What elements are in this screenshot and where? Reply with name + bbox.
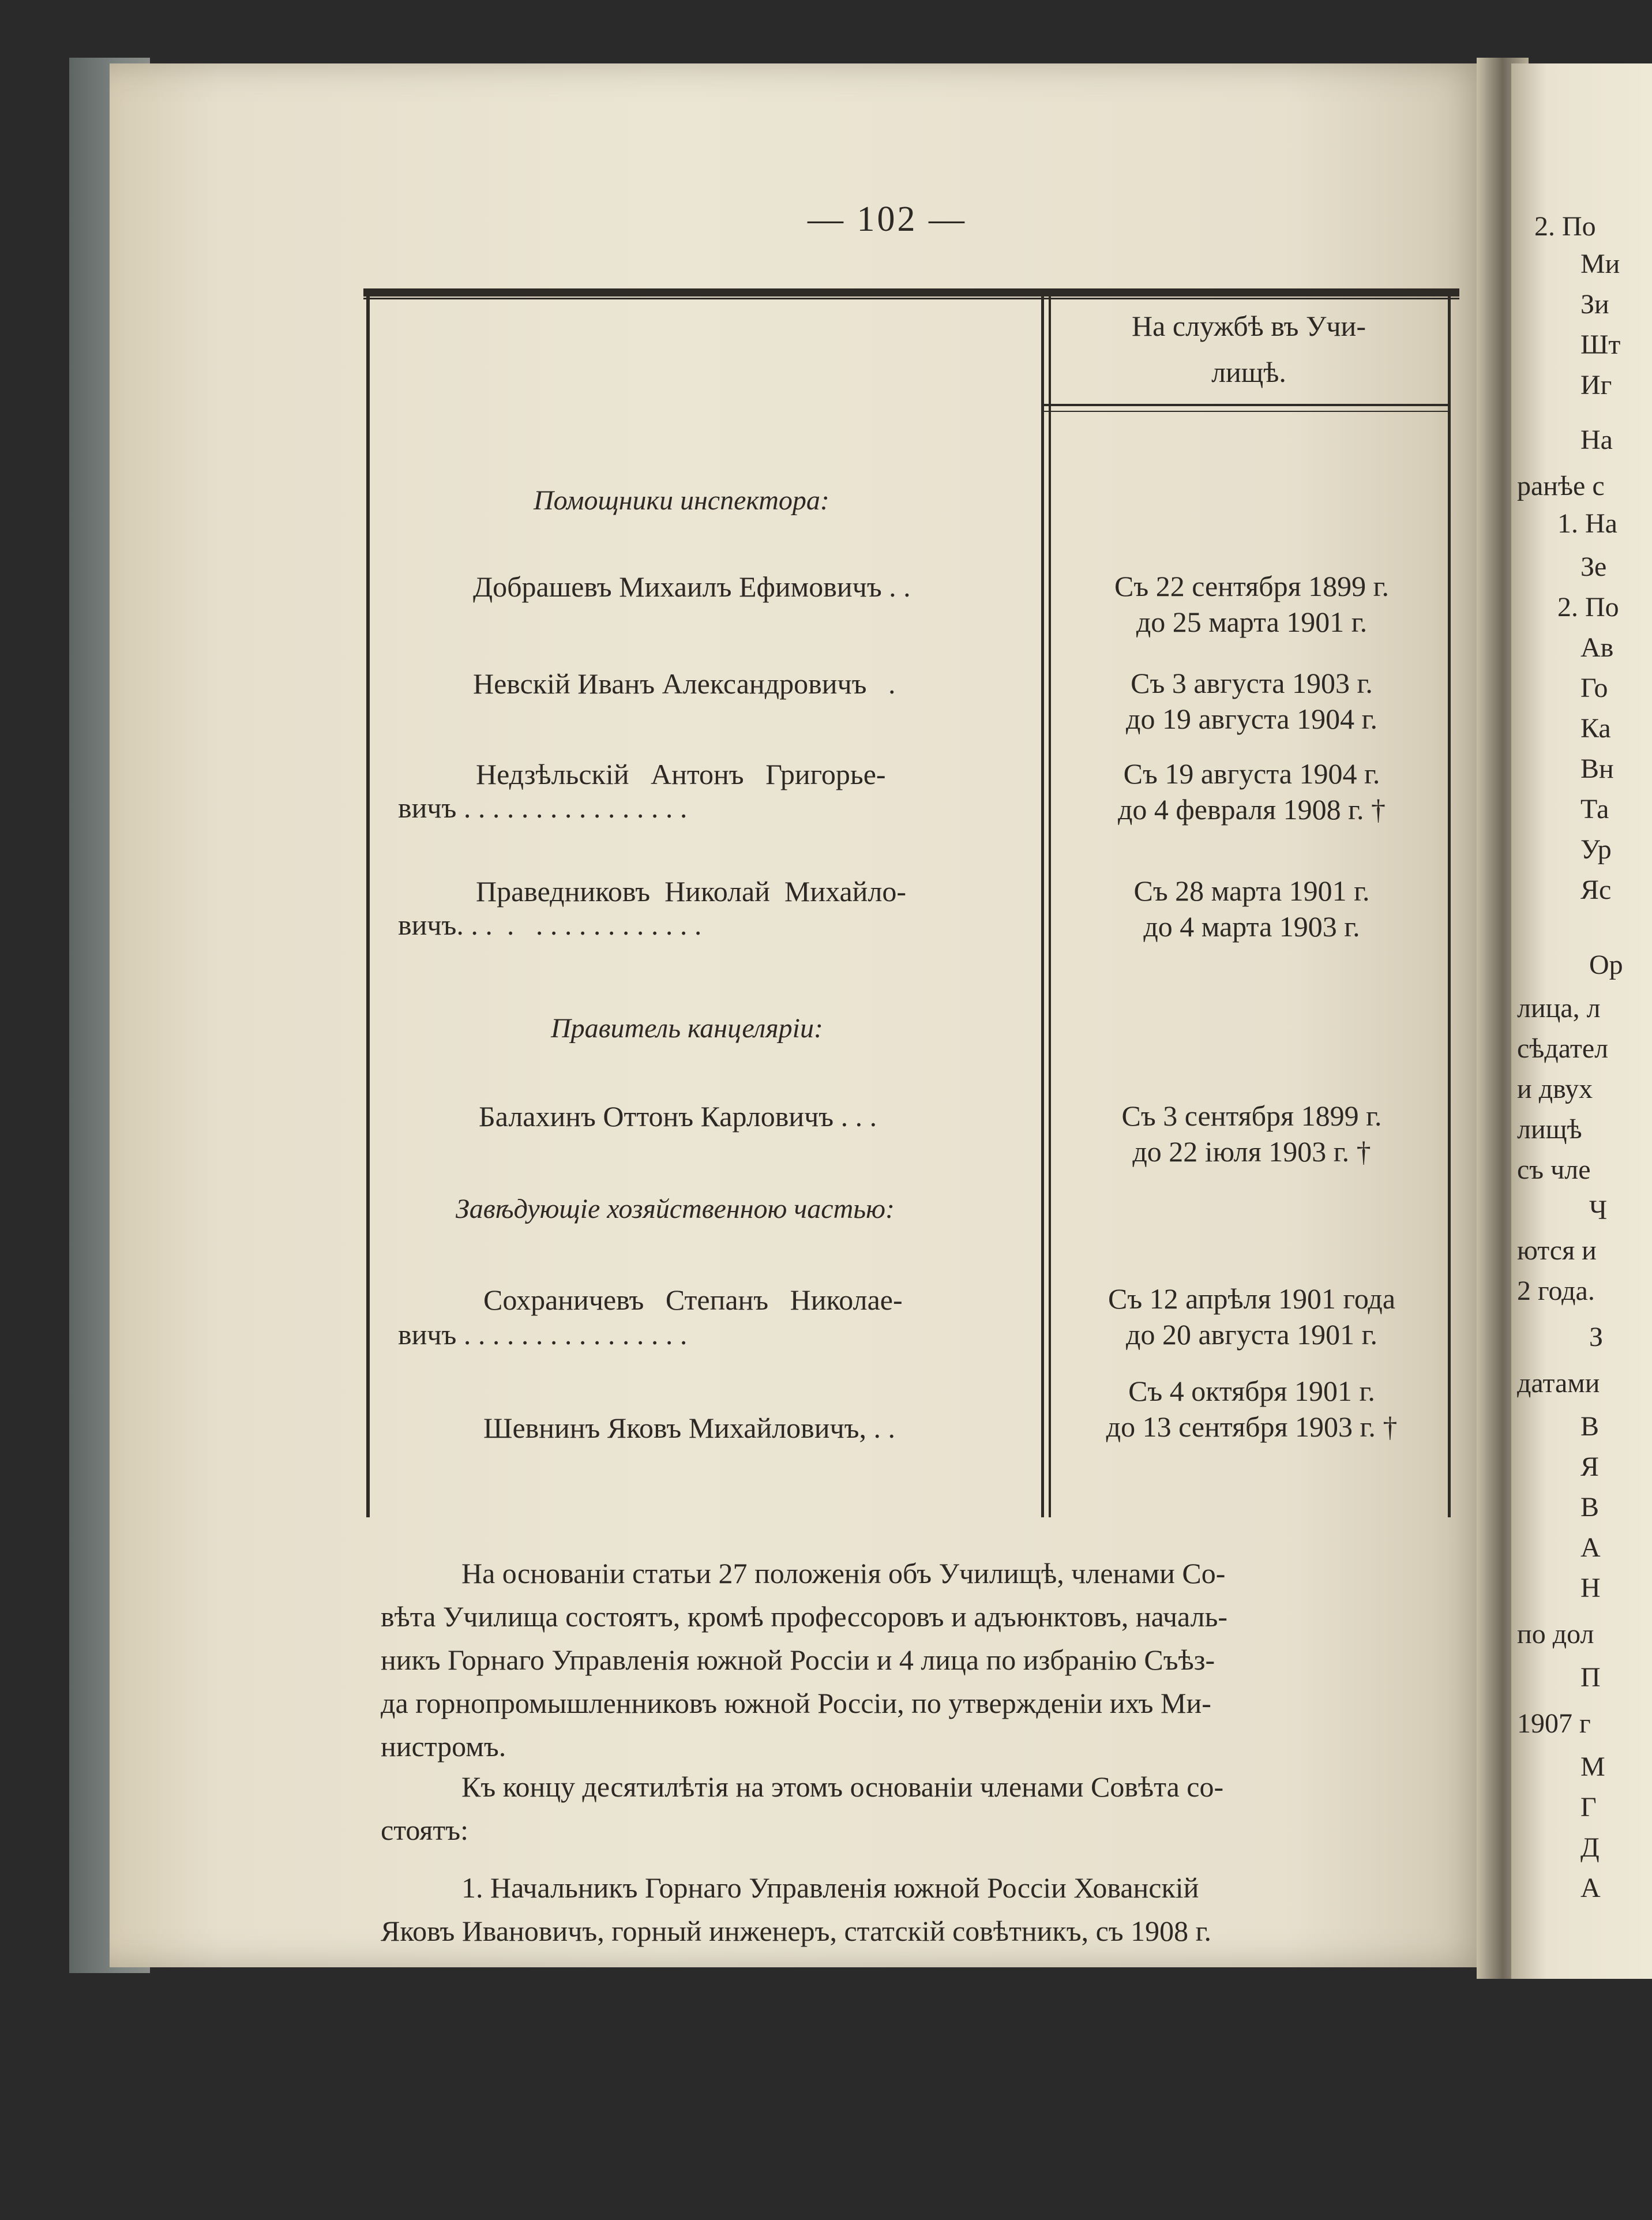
column-header-line: лищѣ. [1211, 356, 1286, 388]
right-page-text-fragment: 2 года. [1517, 1276, 1595, 1306]
right-page-text-fragment: по дол [1517, 1619, 1594, 1649]
right-page-text-fragment: Г [1580, 1792, 1597, 1822]
person-name: Невскій Иванъ Александровичъ . [473, 667, 896, 700]
table-left-border [366, 288, 370, 1517]
right-page-text-fragment: В [1580, 1492, 1600, 1522]
service-dates [1056, 756, 1448, 827]
date-to: до 4 марта 1903 г. [1143, 910, 1360, 943]
right-page-text-fragment: Шт [1580, 329, 1621, 360]
date-from: Съ 28 марта 1901 г. [1133, 875, 1370, 907]
paragraph [381, 1866, 1482, 1953]
right-page-text-fragment: П [1580, 1662, 1601, 1693]
column-header [1056, 303, 1442, 395]
right-page-text-fragment: Ав [1580, 632, 1614, 663]
date-from: Съ 3 августа 1903 г. [1131, 667, 1373, 699]
right-page-text-fragment: Ка [1580, 713, 1611, 744]
header-rule [1044, 404, 1448, 406]
section-title: Помощники инспектора: [534, 485, 829, 516]
person-name: Сохраничевъ Степанъ Николае- [483, 1284, 903, 1316]
right-page-text-fragment: Ур [1580, 834, 1612, 865]
person-name: Недзѣльскій Антонъ Григорье- [476, 758, 886, 790]
right-page [1511, 63, 1652, 1979]
service-dates [1056, 665, 1448, 737]
right-page-text-fragment: З [1589, 1322, 1604, 1352]
person-name: Шевнинъ Яковъ Михайловичъ, . . [483, 1412, 896, 1444]
right-page-text-fragment: съ чле [1517, 1154, 1591, 1185]
right-page-text-fragment: Д [1580, 1832, 1600, 1863]
header-rule-thin [1044, 411, 1448, 412]
section-title: Правитель канцеляріи: [551, 1013, 823, 1044]
date-to: до 4 февраля 1908 г. † [1117, 793, 1386, 826]
page-number: — 102 — [808, 200, 967, 239]
paragraph [381, 1765, 1482, 1852]
right-page-text-fragment: датами [1517, 1368, 1600, 1398]
table-top-rule [363, 288, 1459, 297]
date-from: Съ 4 октября 1901 г. [1128, 1375, 1375, 1407]
right-page-text-fragment: лица, л [1517, 993, 1601, 1023]
service-dates [1056, 1098, 1448, 1169]
right-page-text-fragment: ются и [1517, 1235, 1597, 1266]
date-from: Съ 22 сентября 1899 г. [1114, 570, 1389, 602]
date-to: до 22 іюля 1903 г. † [1132, 1135, 1371, 1168]
right-page-text-fragment: Н [1580, 1573, 1601, 1603]
right-page-text-fragment: лищѣ [1517, 1114, 1582, 1145]
right-page-text-fragment: 1. На [1557, 508, 1617, 539]
service-dates [1056, 1281, 1448, 1352]
person-name: Праведниковъ Николай Михайло- [476, 875, 907, 907]
right-page-text-fragment: Зи [1580, 289, 1609, 320]
right-page-text-fragment: Яс [1580, 875, 1612, 905]
person-name-continuation: вичъ . . . . . . . . . . . . . . . . [398, 1318, 688, 1351]
paragraph-line: стоятъ: [381, 1814, 469, 1846]
right-page-text-fragment: ранѣе с [1517, 471, 1605, 501]
column-header-line: На службѣ въ Учи- [1132, 310, 1366, 342]
right-page-text-fragment: На [1580, 425, 1613, 455]
table-right-border [1448, 288, 1451, 1517]
right-page-text-fragment: М [1580, 1752, 1605, 1782]
section-title: Завѣдующіе хозяйственною частью: [456, 1194, 895, 1224]
table-column-divider-thin [1049, 288, 1051, 1517]
right-page-text-fragment: 2. По [1557, 592, 1619, 622]
right-page-text-fragment: Ор [1589, 950, 1623, 980]
date-to: до 25 марта 1901 г. [1136, 606, 1368, 638]
date-from: Съ 3 сентября 1899 г. [1121, 1100, 1382, 1132]
paragraph-line: вѣта Училища состоятъ, кромѣ профессоровъ и адъюнктовъ, началь- [381, 1600, 1228, 1633]
right-page-text-fragment: сѣдател [1517, 1033, 1609, 1064]
right-page-text-fragment: Го [1580, 673, 1608, 703]
paragraph-line: На основаніи статьи 27 положенія объ Училищѣ, членами Со- [461, 1557, 1226, 1589]
right-page-text-fragment: Та [1580, 794, 1609, 824]
service-dates [1056, 568, 1448, 640]
date-from: Съ 12 апрѣля 1901 года [1107, 1282, 1396, 1315]
paragraph-line: да горнопромышленниковъ южной Россіи, по утвержденіи ихъ Ми- [381, 1687, 1211, 1719]
paragraph-line: Къ концу десятилѣтія на этомъ основаніи членами Совѣта со- [461, 1771, 1224, 1803]
date-to: до 20 августа 1901 г. [1126, 1318, 1377, 1351]
person-name-continuation: вичъ. . . . . . . . . . . . . . . . [398, 909, 702, 941]
date-from: Съ 19 августа 1904 г. [1123, 757, 1380, 790]
table-top-rule-thin [363, 298, 1459, 299]
paragraph-line: никъ Горнаго Управленія южной Россіи и 4 лица по избранію Съѣз- [381, 1644, 1215, 1676]
right-page-text-fragment: А [1580, 1532, 1601, 1563]
right-page-text-fragment: А [1580, 1873, 1601, 1903]
right-page-text-fragment: и двух [1517, 1074, 1593, 1104]
right-page-text-fragment: 1907 г [1517, 1708, 1591, 1739]
paragraph-line: Яковъ Ивановичъ, горный инженеръ, статскій совѣтникъ, съ 1908 г. [381, 1915, 1211, 1947]
right-page-text-fragment: Ч [1589, 1195, 1608, 1225]
right-page-text-fragment: Иг [1580, 370, 1612, 400]
date-to: до 19 августа 1904 г. [1126, 703, 1377, 735]
right-page-text-fragment: Вн [1580, 753, 1614, 784]
right-page-text-fragment: Зе [1580, 552, 1607, 582]
paragraph-line: 1. Начальникъ Горнаго Управленія южной Россіи Хованскій [461, 1872, 1199, 1904]
person-name-continuation: вичъ . . . . . . . . . . . . . . . . [398, 792, 688, 824]
right-page-text-fragment: Ми [1580, 249, 1620, 279]
right-page-text-fragment: Я [1580, 1452, 1600, 1482]
service-dates [1056, 873, 1448, 944]
table-column-divider [1041, 288, 1044, 1517]
paragraph [381, 1552, 1482, 1768]
right-page-text-fragment: 2. По [1534, 211, 1596, 242]
paragraph-line: нистромъ. [381, 1730, 506, 1762]
person-name: Добрашевъ Михаилъ Ефимовичъ . . [473, 571, 911, 603]
service-dates [1056, 1373, 1448, 1445]
right-page-text-fragment: В [1580, 1411, 1600, 1442]
person-name: Балахинъ Оттонъ Карловичъ . . . [479, 1100, 877, 1132]
date-to: до 13 сентября 1903 г. † [1106, 1411, 1398, 1443]
